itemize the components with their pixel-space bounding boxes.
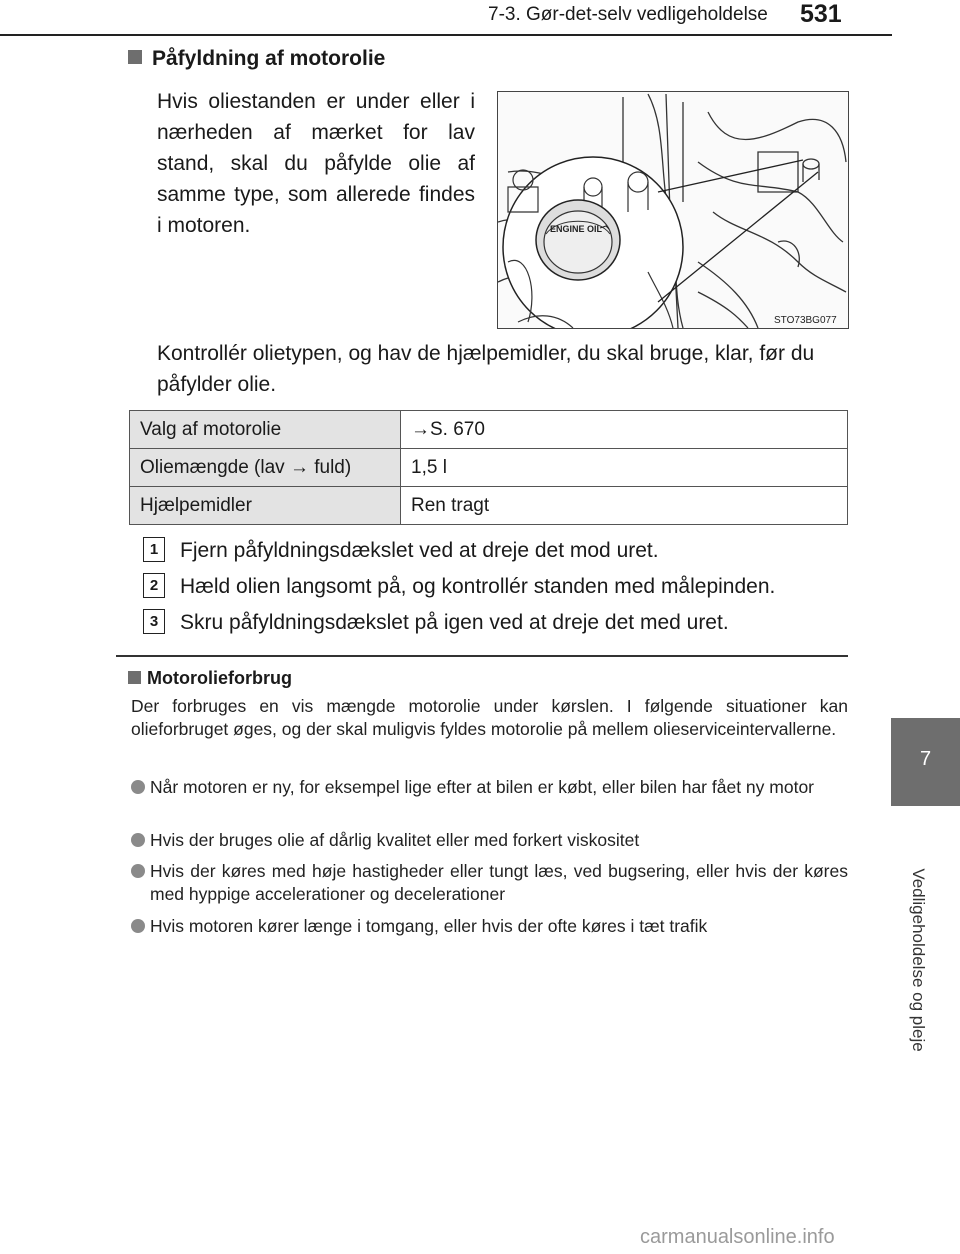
chapter-side-label: Vedligeholdelse og pleje	[909, 868, 928, 1052]
table-key: Valg af motorolie	[130, 411, 401, 449]
table-value: 1,5 l	[401, 449, 848, 487]
chapter-number: 7	[919, 748, 932, 770]
list-item: Hvis der køres med høje hastigheder eller tungt læs, ved bugsering, eller hvis der køres med hyppige accelerationer og decelerationer	[131, 860, 848, 906]
intro-paragraph: Hvis oliestanden er under eller i nærheden af mærket for lav stand, skal du påfylde olie af samme type, som allerede findes i motoren.	[157, 90, 475, 237]
chapter-tab	[891, 718, 960, 806]
header-section: 7-3. Gør-det-selv vedligeholdelse	[488, 4, 768, 25]
list-item: Når motoren er ny, for eksempel lige efter at bilen er købt, eller bilen har fået ny motor	[131, 776, 848, 799]
section-title: Påfyldning af motorolie	[128, 47, 385, 71]
list-item: Hvis der bruges olie af dårlig kvalitet eller med forkert viskositet	[131, 829, 848, 852]
square-bullet-icon	[128, 671, 141, 684]
bullet-dot-icon	[131, 833, 145, 847]
table-value: →S. 670	[401, 411, 848, 449]
cap-label: ENGINE OIL	[550, 224, 603, 234]
table-key: Oliemængde (lav → fuld)	[130, 449, 401, 487]
table-row	[130, 449, 848, 487]
step-text: Fjern påfyldningsdækslet ved at dreje det mod uret.	[180, 539, 659, 562]
figure-code: STO73BG077	[774, 315, 837, 326]
table-key: Hjælpemidler	[130, 487, 401, 525]
bullet-dot-icon	[131, 864, 145, 878]
list-item: Hvis motoren kører længe i tomgang, eller hvis der ofte køres i tæt trafik	[131, 915, 848, 938]
step-number: 3	[143, 609, 165, 634]
table-value: Ren tragt	[401, 487, 848, 525]
engine-illustration	[498, 92, 848, 328]
step-number: 1	[143, 537, 165, 562]
engine-oil-cap-illustration	[497, 91, 849, 329]
bullet-dot-icon	[131, 919, 145, 933]
note-body: Der forbruges en vis mængde motorolie under kørslen. I følgende situationer kan olieforbruget øges, og der skal muligvis fyldes motorolie på mellem olieserviceintervallerne.	[131, 696, 848, 739]
page-number: 531	[800, 0, 842, 28]
square-bullet-icon	[128, 50, 142, 64]
footer-watermark: carmanualsonline.info	[640, 1226, 835, 1248]
after-paragraph: Kontrollér olietypen, og hav de hjælpemidler, du skal bruge, klar, før du påfylder olie.	[157, 342, 815, 396]
header-rule	[0, 34, 892, 36]
bullet-dot-icon	[131, 780, 145, 794]
divider	[116, 655, 848, 657]
note-title: Motorolieforbrug	[128, 668, 292, 689]
oil-info-table	[129, 410, 848, 525]
step-text: Skru påfyldningsdækslet på igen ved at dreje det med uret.	[180, 611, 729, 634]
table-row	[130, 411, 848, 449]
step-text: Hæld olien langsomt på, og kontrollér standen med målepinden.	[180, 575, 776, 598]
step-number: 2	[143, 573, 165, 598]
table-row	[130, 487, 848, 525]
